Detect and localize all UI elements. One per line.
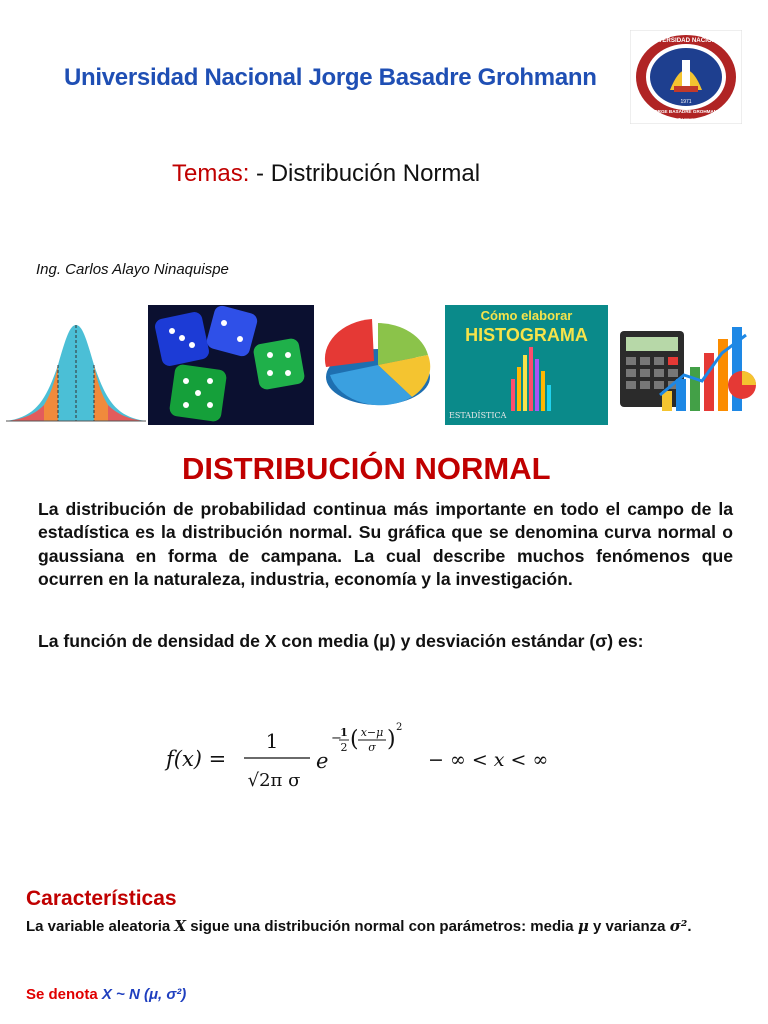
pie-chart-image xyxy=(316,305,442,425)
histogram-card xyxy=(445,305,608,425)
logo-city: TACNA xyxy=(678,117,694,122)
formula-denominator: √2π σ xyxy=(247,770,301,791)
logo-year: 1971 xyxy=(680,99,692,105)
formula-open-paren: ( xyxy=(350,727,359,752)
university-logo xyxy=(630,30,742,124)
histogram-card-tag: ESTADÍSTICA xyxy=(449,411,507,420)
denote-line xyxy=(26,986,186,1003)
normal-density-formula xyxy=(160,716,580,801)
formula-exp-den: 2 xyxy=(340,741,348,754)
section-title: DISTRIBUCIÓN NORMAL xyxy=(182,451,551,486)
topic-line xyxy=(172,160,480,188)
university-seal-icon xyxy=(630,30,742,124)
formula-lhs: f(x) = xyxy=(166,747,227,771)
university-title: Universidad Nacional Jorge Basadre Grohmann xyxy=(64,64,597,91)
char-text-y: y varianza xyxy=(588,918,670,935)
formula-base: e xyxy=(316,749,329,773)
characteristics-text xyxy=(26,915,694,938)
formula-exponent-sign: − xyxy=(331,731,342,746)
author-name: Ing. Carlos Alayo Ninaquispe xyxy=(36,261,229,278)
topic-value: - Distribución Normal xyxy=(256,160,481,187)
char-var: X xyxy=(174,917,187,935)
logo-ring-top: UNIVERSIDAD NACIONAL xyxy=(647,37,725,44)
formula-domain: − ∞ < x < ∞ xyxy=(428,749,549,771)
formula-inner-num: x−μ xyxy=(360,726,384,739)
char-sigma2: σ² xyxy=(669,917,688,935)
char-text-end: . xyxy=(687,918,692,935)
logo-ring-side: JORGE BASADRE GROHMANN xyxy=(651,109,721,114)
calculator-charts-image xyxy=(612,305,762,425)
characteristics-title: Características xyxy=(26,887,177,910)
char-mu: μ xyxy=(577,917,589,935)
histogram-card-line2: HISTOGRAMA xyxy=(465,325,588,345)
formula-power: 2 xyxy=(396,722,403,733)
formula-numerator: 1 xyxy=(265,729,279,753)
intro-paragraph: La distribución de probabilidad continua más importante en todo el campo de la estadística es la distribución normal. Su gráfica que se denomina curva normal o gaussiana en forma de campana. La cual describe muchos fenómenos que ocurren en la naturaleza, industria, economía y la investigación. xyxy=(38,499,733,590)
histogram-card-line1: Cómo elaborar xyxy=(480,308,573,323)
formula-exp-num: 1 xyxy=(340,726,348,739)
topic-label: Temas: xyxy=(172,160,250,187)
denote-expression: X ~ N (μ, σ²) xyxy=(101,986,187,1003)
density-sentence: La función de densidad de X con media (μ) y desviación estándar (σ) es: xyxy=(38,631,644,651)
char-text-before: La variable aleatoria xyxy=(26,918,175,935)
denote-label: Se denota xyxy=(26,986,102,1003)
formula-close-paren: ) xyxy=(387,727,396,752)
formula-inner-den: σ xyxy=(368,741,376,754)
char-text-mid: sigue una distribución normal con parámetros: media xyxy=(186,918,578,935)
dice-image xyxy=(148,305,314,425)
normal-curve-image xyxy=(6,305,146,425)
